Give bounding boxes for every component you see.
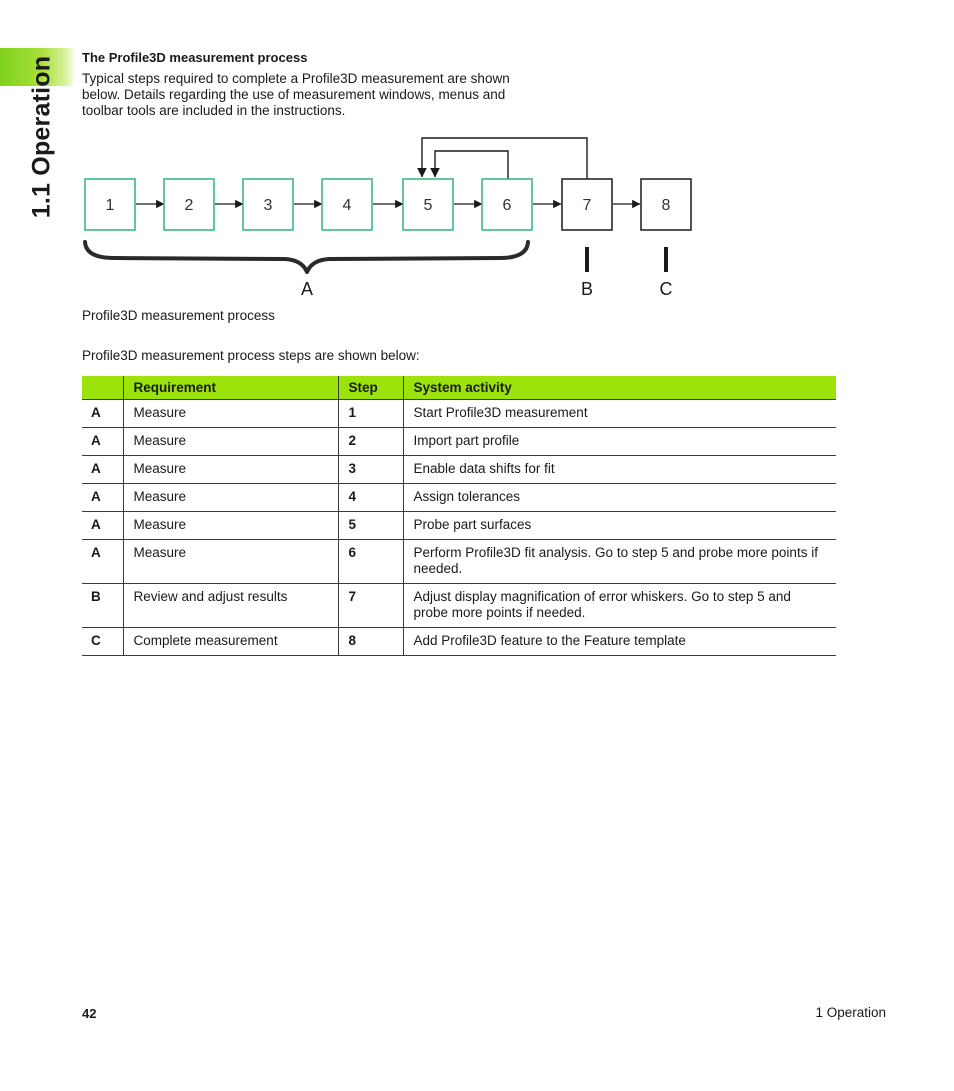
header-group <box>82 376 123 399</box>
step-box-4 <box>322 179 372 230</box>
header-step: Step <box>338 376 403 399</box>
step-box-label: 7 <box>582 197 592 214</box>
cell-requirement: Measure <box>123 399 338 427</box>
cell-step: 3 <box>338 455 403 483</box>
chapter-side-title-text: 1.1 Operation <box>27 55 56 219</box>
step-box-1 <box>85 179 135 230</box>
process-steps-table <box>82 376 836 656</box>
step-box-label: 6 <box>502 197 512 214</box>
table-row <box>82 483 836 511</box>
figure-caption: Profile3D measurement process <box>82 308 275 323</box>
step-box-label: 3 <box>263 197 273 214</box>
step-box-8 <box>641 179 691 230</box>
step-box-label: 2 <box>184 197 194 214</box>
group-b-label: B <box>580 279 594 299</box>
cell-step: 6 <box>338 539 403 583</box>
step-box-5 <box>403 179 453 230</box>
step-box-7 <box>562 179 612 230</box>
table-row <box>82 455 836 483</box>
header-system-activity: System activity <box>403 376 836 399</box>
loop-line-7-to-5 <box>422 138 587 179</box>
table-row <box>82 627 836 655</box>
cell-activity: Enable data shifts for fit <box>403 455 836 483</box>
cell-step: 4 <box>338 483 403 511</box>
cell-step: 5 <box>338 511 403 539</box>
cell-step: 7 <box>338 583 403 627</box>
header-requirement: Requirement <box>123 376 338 399</box>
step-box-label: 1 <box>105 197 115 214</box>
cell-requirement: Measure <box>123 455 338 483</box>
cell-activity: Add Profile3D feature to the Feature template <box>403 627 836 655</box>
process-diagram <box>80 134 700 304</box>
cell-group: A <box>82 539 123 583</box>
cell-step: 2 <box>338 427 403 455</box>
cell-activity: Start Profile3D measurement <box>403 399 836 427</box>
cell-activity: Import part profile <box>403 427 836 455</box>
cell-activity: Perform Profile3D fit analysis. Go to step 5 and probe more points if needed. <box>403 539 836 583</box>
footer-chapter: 1 Operation <box>815 1005 886 1020</box>
cell-activity: Assign tolerances <box>403 483 836 511</box>
section-intro: Typical steps required to complete a Profile3D measurement are shown below. Details regarding the use of measurement windows, menus and toolbar tools are included in the instructions. <box>82 71 510 118</box>
cell-activity: Adjust display magnification of error whiskers. Go to step 5 and probe more points if needed. <box>403 583 836 627</box>
table-row <box>82 427 836 455</box>
cell-activity: Probe part surfaces <box>403 511 836 539</box>
cell-group: A <box>82 455 123 483</box>
cell-requirement: Review and adjust results <box>123 583 338 627</box>
table-row <box>82 399 836 427</box>
cell-step: 1 <box>338 399 403 427</box>
group-c-label: C <box>659 279 673 299</box>
cell-step: 8 <box>338 627 403 655</box>
cell-group: C <box>82 627 123 655</box>
table-row <box>82 511 836 539</box>
step-box-label: 5 <box>423 197 433 214</box>
cell-group: B <box>82 583 123 627</box>
page-number: 42 <box>82 1006 97 1021</box>
cell-requirement: Complete measurement <box>123 627 338 655</box>
table-row <box>82 539 836 583</box>
cell-requirement: Measure <box>123 483 338 511</box>
group-a-brace <box>85 242 528 272</box>
chapter-side-title <box>22 52 62 222</box>
loop-line-6-to-5 <box>435 151 508 179</box>
table-row <box>82 583 836 627</box>
section-title: The Profile3D measurement process <box>82 50 308 65</box>
step-box-2 <box>164 179 214 230</box>
cell-group: A <box>82 483 123 511</box>
cell-group: A <box>82 427 123 455</box>
cell-requirement: Measure <box>123 539 338 583</box>
cell-group: A <box>82 399 123 427</box>
step-box-6 <box>482 179 532 230</box>
step-box-label: 4 <box>342 197 352 214</box>
table-header-row <box>82 376 836 399</box>
group-a-label: A <box>300 279 314 299</box>
steps-intro: Profile3D measurement process steps are shown below: <box>82 348 420 363</box>
cell-requirement: Measure <box>123 427 338 455</box>
cell-requirement: Measure <box>123 511 338 539</box>
cell-group: A <box>82 511 123 539</box>
step-box-3 <box>243 179 293 230</box>
step-box-label: 8 <box>661 197 671 214</box>
